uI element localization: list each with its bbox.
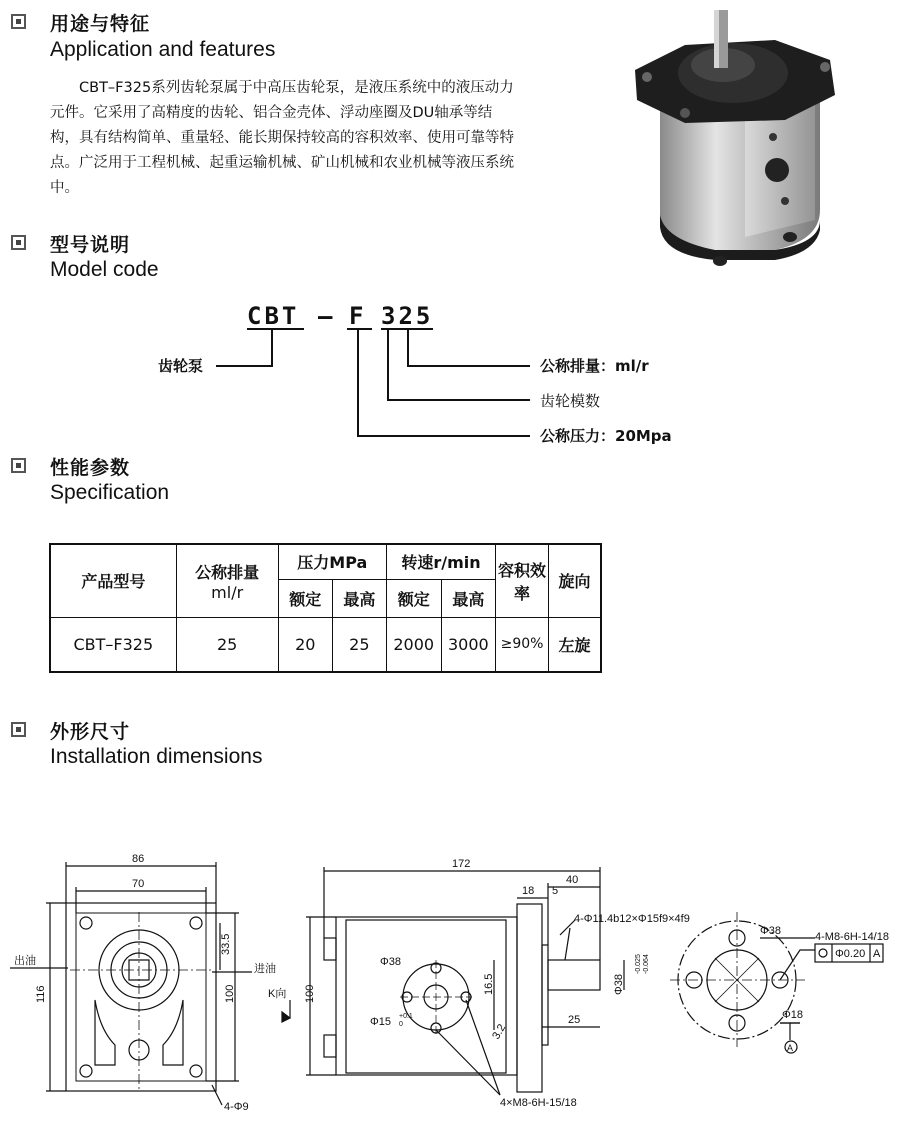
- section-title-application-en: Application and features: [50, 38, 276, 61]
- dim-phi15: Φ15: [370, 1016, 392, 1028]
- th-displacement-label: 公称排量: [195, 562, 260, 582]
- note-key: 4-Φ11.4b12×Φ15f9×4f9: [574, 913, 690, 925]
- label-pressure: 公称压力：20Mpa: [540, 427, 672, 445]
- roughness-3-2: 3.2: [490, 1022, 509, 1042]
- dim-172: 172: [452, 858, 471, 870]
- datum-a: A: [787, 1043, 794, 1053]
- dim-70: 70: [132, 878, 145, 890]
- dim-shaft-phi38: Φ38: [613, 973, 625, 995]
- section-title-model-cn: 型号说明: [50, 234, 131, 256]
- section-title-model-en: Model code: [50, 258, 159, 281]
- th-pressure-rated: 额定: [278, 579, 332, 617]
- dim-18: 18: [522, 885, 535, 897]
- label-outlet: 出油: [14, 955, 36, 967]
- section-title-spec-en: Specification: [50, 481, 170, 504]
- th-pressure-max: 最高: [332, 579, 386, 617]
- dim-33-5: 33.5: [220, 933, 232, 955]
- section-title-application-cn: 用途与特征: [50, 13, 151, 35]
- installation-drawing: [0, 840, 900, 1126]
- dim-phi15-tol-dn: 0: [399, 1021, 403, 1028]
- dim-phi15-tol-up: +0.1: [399, 1013, 413, 1020]
- dim-40: 40: [566, 874, 579, 886]
- th-speed-rated: 额定: [386, 579, 441, 617]
- code-part-f: F: [349, 302, 367, 330]
- tolerance-value: Φ0.20: [835, 948, 866, 960]
- dim-116: 116: [35, 985, 47, 1003]
- label-gear-pump: 齿轮泵: [158, 357, 204, 375]
- dim-shaft-tol-dn: -0.064: [643, 954, 650, 974]
- section-icon: [11, 722, 26, 737]
- th-speed-max: 最高: [441, 579, 496, 617]
- section-title-spec-cn: 性能参数: [50, 457, 131, 479]
- dim-100-side: 100: [304, 984, 316, 1003]
- description-paragraph: CBT–F325系列齿轮泵属于中高压齿轮泵，是液压系统中的液压动力元件。它采用了高精度的齿轮、铝合金壳体、浮动座圈及DU轴承等结构，具有结构简单、重量轻、能长期保持较高的容积效率、使用可靠等特点。广泛用于工程机械、起重运输机械、矿山机械和农业机械等液压系统中。: [50, 80, 514, 196]
- th-rotation: 旋向: [548, 544, 601, 617]
- section-title-install-cn: 外形尺寸: [50, 721, 131, 743]
- label-displacement: 公称排量：ml/r: [540, 357, 649, 375]
- th-efficiency: 容积效率: [496, 544, 549, 617]
- model-code-leaders: [0, 0, 900, 460]
- section-icon: [11, 458, 26, 473]
- label-gear-module: 齿轮模数: [540, 392, 601, 410]
- note-ports: 4×M8-6H-15/18: [500, 1097, 577, 1109]
- td-pressure-max: 25: [332, 617, 386, 672]
- td-rotation: 左旋: [548, 617, 601, 672]
- code-dash: –: [318, 302, 336, 330]
- td-speed-max: 3000: [441, 617, 496, 672]
- td-speed-rated: 2000: [386, 617, 441, 672]
- label-inlet: 进油: [254, 963, 276, 975]
- label-k-view: K向: [268, 988, 287, 1000]
- note-thread: 4-M8-6H-14/18: [815, 931, 889, 943]
- td-model: CBT–F325: [50, 617, 176, 672]
- dim-100: 100: [224, 984, 236, 1003]
- tolerance-datum: A: [873, 948, 881, 960]
- dim-shaft-tol-up: -0.025: [635, 954, 642, 974]
- code-part-325: 325: [381, 302, 434, 330]
- code-part-cbt: CBT: [247, 302, 300, 330]
- dim-phi38: Φ38: [380, 956, 402, 968]
- th-displacement-unit: ml/r: [211, 582, 244, 602]
- td-displacement: 25: [176, 617, 278, 672]
- spec-table: [49, 543, 602, 673]
- th-speed: 转速r/min: [386, 544, 495, 579]
- dim-25: 25: [568, 1014, 581, 1026]
- dim-16-5: 16.5: [483, 973, 495, 995]
- th-displacement: [176, 544, 278, 617]
- dim-phi38-right: Φ38: [760, 925, 782, 937]
- dim-phi18: Φ18: [782, 1009, 804, 1021]
- th-model: 产品型号: [50, 544, 176, 617]
- dim-4-holes: 4-Φ9: [224, 1101, 249, 1113]
- th-pressure: 压力MPa: [278, 544, 386, 579]
- dim-5: 5: [552, 885, 559, 897]
- dim-86: 86: [132, 853, 145, 865]
- td-pressure-rated: 20: [278, 617, 332, 672]
- section-title-install-en: Installation dimensions: [50, 745, 263, 768]
- td-efficiency: ≥90%: [496, 617, 549, 672]
